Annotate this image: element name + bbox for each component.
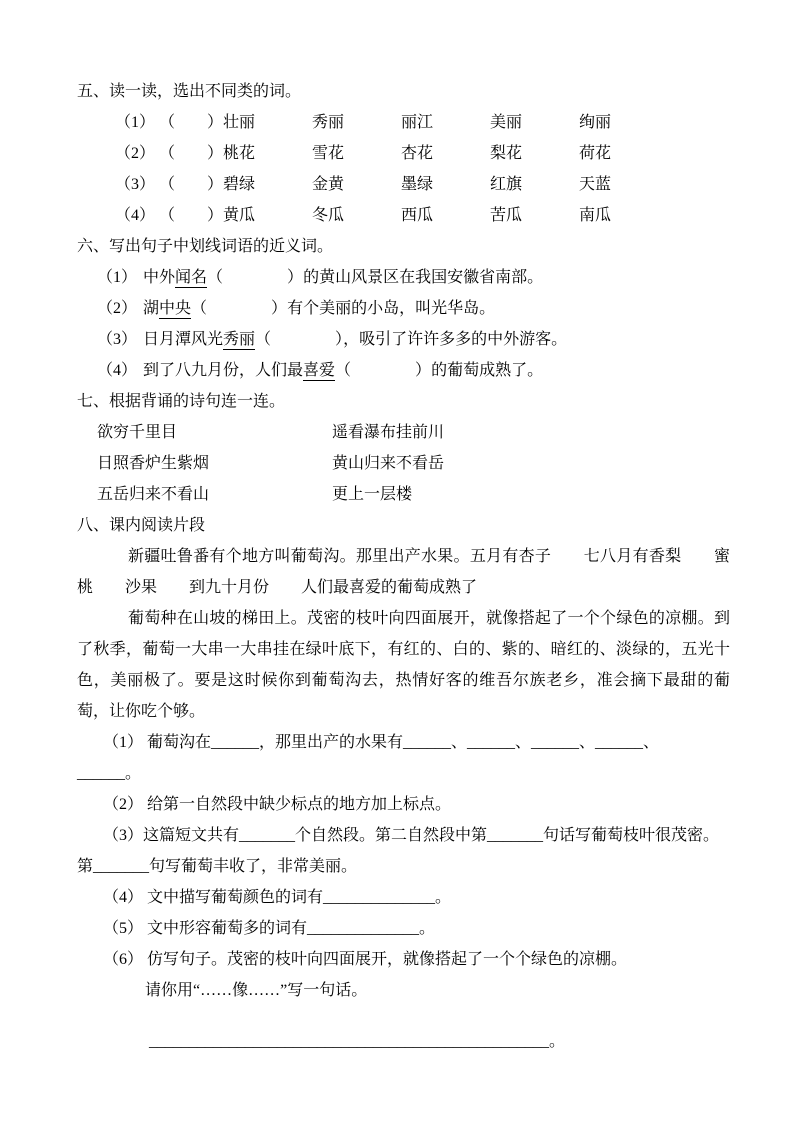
question-6-line-2: 请你用“……像……”写一句话。: [145, 982, 368, 999]
item-number: （1）: [115, 114, 156, 131]
poem-line-left: 欲穷千里目: [97, 424, 178, 441]
poem-line-right: 遥看瀑布挂前川: [332, 424, 445, 441]
matching-row-2: [77, 448, 730, 479]
word-row-2: [77, 138, 730, 169]
word-option: 壮丽: [223, 114, 256, 131]
item-number: （4）: [115, 207, 156, 224]
question-3-line-1: （3）这篇短文共有_______个自然段。第二自然段中第_______句话写葡萄枝叶很茂密。: [103, 827, 720, 844]
section-eight: [77, 510, 730, 1057]
question-1-line-2: ______。: [77, 765, 142, 782]
word-row-1: [77, 107, 730, 138]
poem-line-right: 黄山归来不看岳: [332, 455, 445, 472]
section-six: [77, 231, 730, 386]
answer-write-line: __________________________________________________。: [149, 1033, 566, 1050]
question-4: （4） 文中描写葡萄颜色的词有______________。: [103, 889, 452, 906]
underlined-word: 秀丽: [223, 331, 256, 348]
answer-blank: （ ）: [335, 362, 432, 379]
answer-blank: （ ）: [159, 114, 224, 131]
section-six-title: 六、写出句子中划线词语的近义词。: [77, 238, 334, 255]
section-five: [77, 76, 730, 231]
word-option: 金黄: [312, 176, 345, 193]
word-option: 碧绿: [223, 176, 256, 193]
word-option: 丽江: [401, 114, 434, 131]
word-option: 南瓜: [579, 207, 612, 224]
word-row-3: [77, 169, 730, 200]
item-number: （1）: [97, 269, 138, 286]
word-option: 黄瓜: [223, 207, 256, 224]
question-2: （2） 给第一自然段中缺少标点的地方加上标点。: [103, 796, 452, 813]
answer-blank: （ ）: [207, 269, 304, 286]
reading-paragraph-1: 新疆吐鲁番有个地方叫葡萄沟。那里出产水果。五月有杏子 七八月有香梨 蜜桃 沙果 到九十月份 人们最喜爱的葡萄成熟了: [77, 548, 730, 596]
poem-line-left: 五岳归来不看山: [97, 486, 210, 503]
sentence-post: 的葡萄成熟了。: [431, 362, 544, 379]
word-option: 梨花: [490, 145, 523, 162]
matching-row-3: [77, 479, 730, 510]
matching-row-1: [77, 417, 730, 448]
word-option: 美丽: [490, 114, 523, 131]
sentence-post: ，吸引了许许多多的中外游客。: [343, 331, 568, 348]
word-row-4: [77, 200, 730, 231]
answer-blank: （ ）: [255, 331, 344, 348]
word-option: 荷花: [579, 145, 612, 162]
poem-line-right: 更上一层楼: [332, 486, 413, 503]
word-option: 秀丽: [312, 114, 345, 131]
section-eight-title: 八、课内阅读片段: [77, 517, 206, 534]
section-seven: [77, 386, 730, 510]
sentence-pre: 日月潭风光: [143, 331, 224, 348]
question-5: （5） 文中形容葡萄多的词有______________。: [103, 920, 436, 937]
word-option: 红旗: [490, 176, 523, 193]
word-option: 雪花: [312, 145, 345, 162]
sentence-pre: 到了八九月份，人们最: [143, 362, 304, 379]
answer-blank: （ ）: [159, 176, 224, 193]
answer-blank: （ ）: [191, 300, 288, 317]
item-number: （3）: [97, 331, 138, 348]
sentence-post: 的黄山风景区在我国安徽省南部。: [303, 269, 544, 286]
word-option: 苦瓜: [490, 207, 523, 224]
answer-blank: （ ）: [159, 145, 224, 162]
sentence-item-1: [77, 262, 730, 293]
underlined-word: 闻名: [175, 269, 208, 286]
section-five-title: 五、读一读，选出不同类的词。: [77, 83, 302, 100]
word-option: 桃花: [223, 145, 256, 162]
section-seven-title: 七、根据背诵的诗句连一连。: [77, 393, 286, 410]
item-number: （3）: [115, 176, 156, 193]
question-1-line-1: （1） 葡萄沟在______，那里出产的水果有______、______、______、______、: [103, 734, 660, 751]
underlined-word: 喜爱: [303, 362, 336, 379]
word-option: 冬瓜: [312, 207, 345, 224]
poem-line-left: 日照香炉生紫烟: [97, 455, 210, 472]
word-option: 西瓜: [401, 207, 434, 224]
question-6-line-1: （6） 仿写句子。茂密的枝叶向四面展开，就像搭起了一个个绿色的凉棚。: [103, 951, 628, 968]
item-number: （4）: [97, 362, 138, 379]
word-option: 绚丽: [579, 114, 612, 131]
sentence-item-4: [77, 355, 730, 386]
word-option: 杏花: [401, 145, 434, 162]
question-3-line-2: 第_______句写葡萄丰收了，非常美丽。: [77, 858, 358, 875]
item-number: （2）: [97, 300, 138, 317]
sentence-pre: 中外: [143, 269, 176, 286]
word-option: 天蓝: [579, 176, 612, 193]
sentence-pre: 湖: [143, 300, 160, 317]
underlined-word: 中央: [159, 300, 192, 317]
word-option: 墨绿: [401, 176, 434, 193]
reading-paragraph-2: 葡萄种在山坡的梯田上。茂密的枝叶向四面展开，就像搭起了一个个绿色的凉棚。到了秋季，葡萄一大串一大串挂在绿叶底下，有红的、白的、紫的、暗红的、淡绿的，五光十色，美丽极了。要是这时候你到葡萄沟去，热情好客的维吾尔族老乡，准会摘下最甜的葡萄，让你吃个够。: [77, 610, 730, 720]
sentence-post: 有个美丽的小岛，叫光华岛。: [287, 300, 496, 317]
answer-blank: （ ）: [159, 207, 224, 224]
sentence-item-3: [77, 324, 730, 355]
item-number: （2）: [115, 145, 156, 162]
sentence-item-2: [77, 293, 730, 324]
